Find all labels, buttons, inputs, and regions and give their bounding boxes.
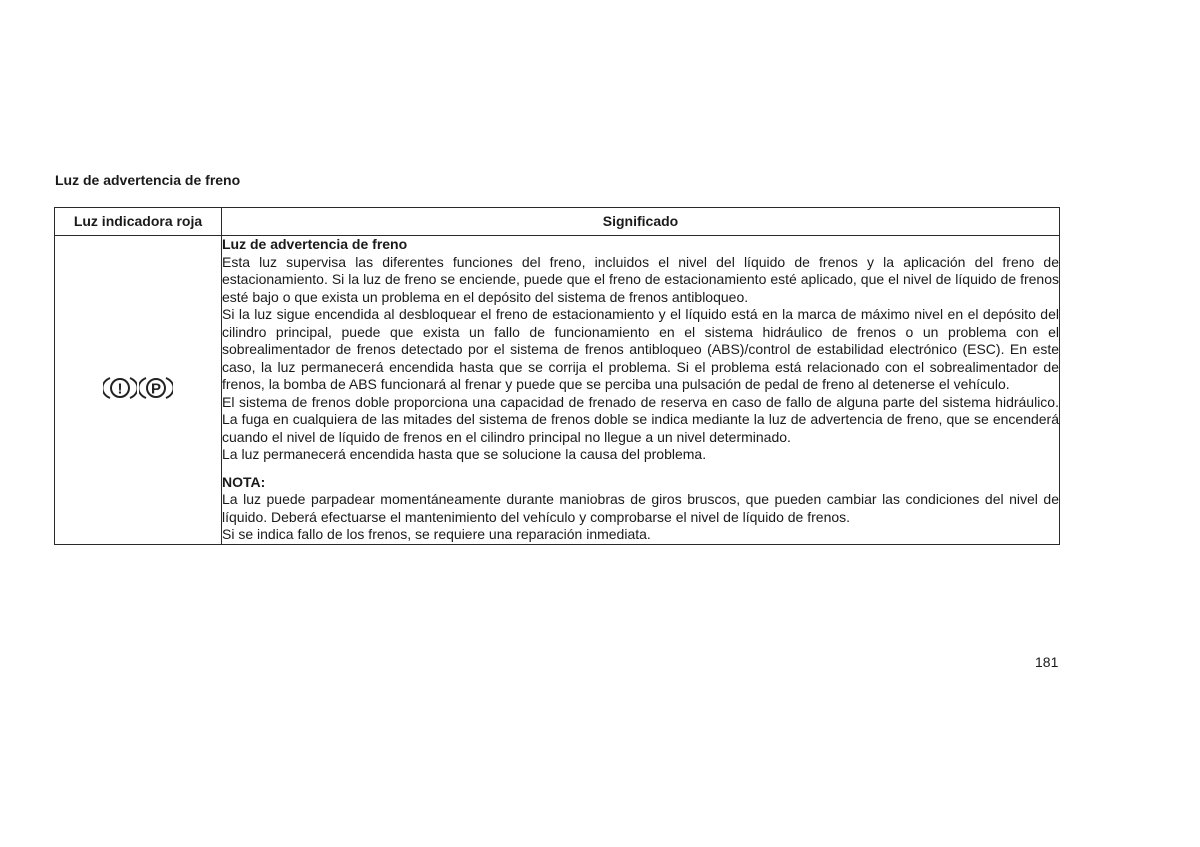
note-paragraph: Si se indica fallo de los frenos, se requiere una reparación inmediata. [222, 526, 651, 542]
note-paragraph: La luz puede parpadear momentáneamente durante maniobras de giros bruscos, que pueden cambiar las condiciones del nivel de líquido. Deberá efectuarse el mantenimiento del vehículo y comprobarse el nivel de líquido de frenos. [222, 491, 1059, 525]
page-number: 181 [1035, 654, 1059, 670]
meaning-block-title: Luz de advertencia de freno [222, 236, 408, 252]
note-title: NOTA: [222, 473, 266, 490]
exclamation-glyph: ! [117, 380, 123, 397]
warning-light-table [54, 207, 1060, 545]
meaning-paragraph: Si la luz sigue encendida al desbloquear el freno de estacionamiento y el líquido está en la marca de máximo nivel en el depósito del cilindro principal, puede que exista un fallo de funcionamiento en el sistema hidráulico de frenos o un problema con el sobrealimentador de frenos detectado por el sistema de frenos antibloqueo (ABS)/control de estabilidad electrónico (ESC). En este caso, la luz permanecerá encendida hasta que se corrija el problema. Si el problema está relacionado con el sobrealimentador de frenos, la bomba de ABS funcionará al frenar y puede que se perciba una pulsación de pedal de freno al detenerse el vehículo. [222, 306, 1059, 392]
meaning-cell [222, 236, 1060, 545]
icon-cell [55, 236, 222, 545]
parking-brake-p-icon [139, 375, 173, 401]
table-row [55, 236, 1060, 545]
meaning-paragraph: El sistema de frenos doble proporciona una capacidad de frenado de reserva en caso de fallo de alguna parte del sistema hidráulico. La fuga en cualquiera de las mitades del sistema de frenos doble se indica mediante la luz de advertencia de freno, que se encenderá cuando el nivel de líquido de frenos en el cilindro principal no llegue a un nivel determinado. [222, 393, 1059, 445]
brake-warning-exclamation-icon [103, 375, 137, 401]
table-header-row [55, 208, 1060, 236]
header-meaning: Significado [222, 208, 1060, 236]
parking-glyph: P [150, 380, 162, 397]
header-indicator: Luz indicadora roja [55, 208, 222, 236]
meaning-paragraph: La luz permanecerá encendida hasta que se solucione la causa del problema. [222, 446, 707, 462]
meaning-paragraph: Esta luz supervisa las diferentes funciones del freno, incluidos el nivel del líquido de frenos y la aplicación del freno de estacionamiento. Si la luz de freno se enciende, puede que el freno de estacionamiento esté aplicado, que el nivel de líquido de frenos esté bajo o que exista un problema en el depósito del sistema de frenos antibloqueo. [222, 253, 1059, 305]
section-title: Luz de advertencia de freno [55, 172, 241, 188]
warning-icons [103, 375, 173, 401]
